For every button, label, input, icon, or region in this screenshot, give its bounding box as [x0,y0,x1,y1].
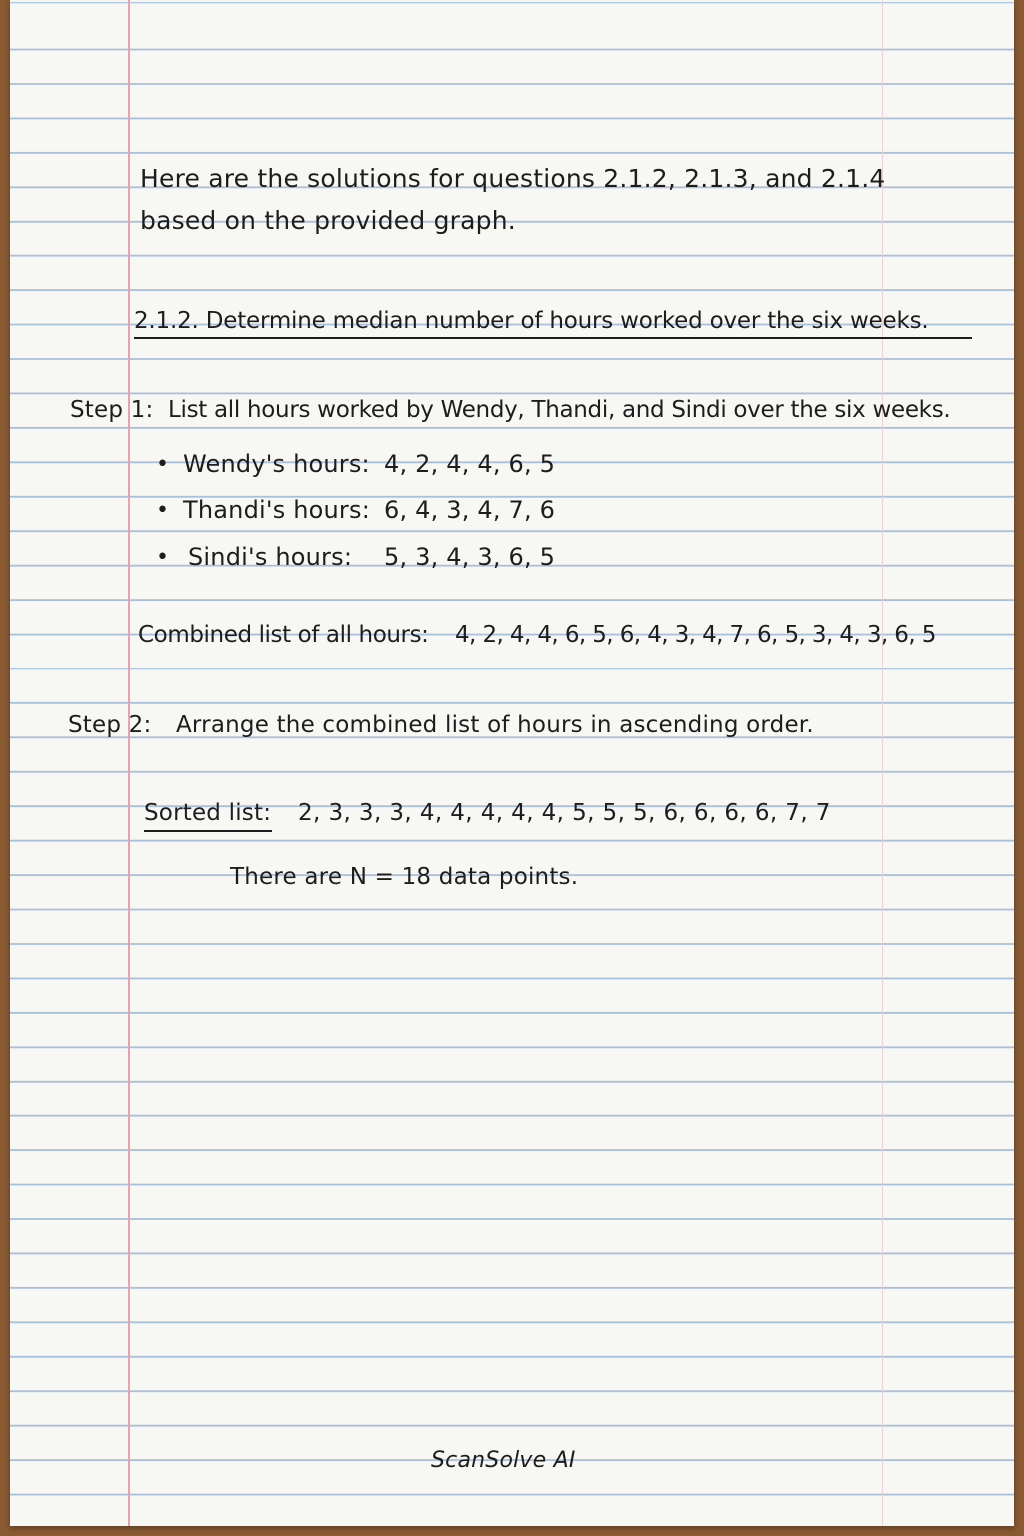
wendy-values: 4, 2, 4, 4, 6, 5 [384,450,556,478]
count-text: There are N = 18 data points. [230,864,579,890]
combined-label: Combined list of all hours: [138,622,429,648]
step2-label: Step 2: [68,712,152,738]
sorted-label-underline [144,830,272,832]
red-margin-line [128,0,130,1526]
faint-right-line [882,0,883,1526]
thandi-values: 6, 4, 3, 4, 7, 6 [384,496,556,524]
step1-text: List all hours worked by Wendy, Thandi, and Sindi over the six weeks. [168,397,951,423]
intro-line-1: Here are the solutions for questions 2.1.2, 2.1.3, and 2.1.4 [140,164,886,193]
sorted-label: Sorted list: [144,800,272,826]
heading-underline [134,337,972,339]
thandi-label: Thandi's hours: [183,496,370,524]
bullet-dot: • [156,452,169,477]
question-heading: 2.1.2. Determine median number of hours worked over the six weeks. [134,308,929,334]
sindi-label: Sindi's hours: [188,543,353,571]
combined-values: 4, 2, 4, 4, 6, 5, 6, 4, 3, 4, 7, 6, 5, 3, 4, 3, 6, 5 [455,622,936,648]
bullet-dot: • [156,545,169,570]
notebook-paper [10,0,1014,1526]
footer-brand: ScanSolve AI [431,1448,576,1473]
sindi-values: 5, 3, 4, 3, 6, 5 [384,543,556,571]
step1-label: Step 1: [70,397,154,423]
wendy-label: Wendy's hours: [183,450,370,478]
step2-text: Arrange the combined list of hours in ascending order. [176,712,814,738]
bullet-dot: • [156,498,169,523]
sorted-values: 2, 3, 3, 3, 4, 4, 4, 4, 4, 5, 5, 5, 6, 6, 6, 6, 7, 7 [298,800,831,826]
intro-line-2: based on the provided graph. [140,206,516,235]
